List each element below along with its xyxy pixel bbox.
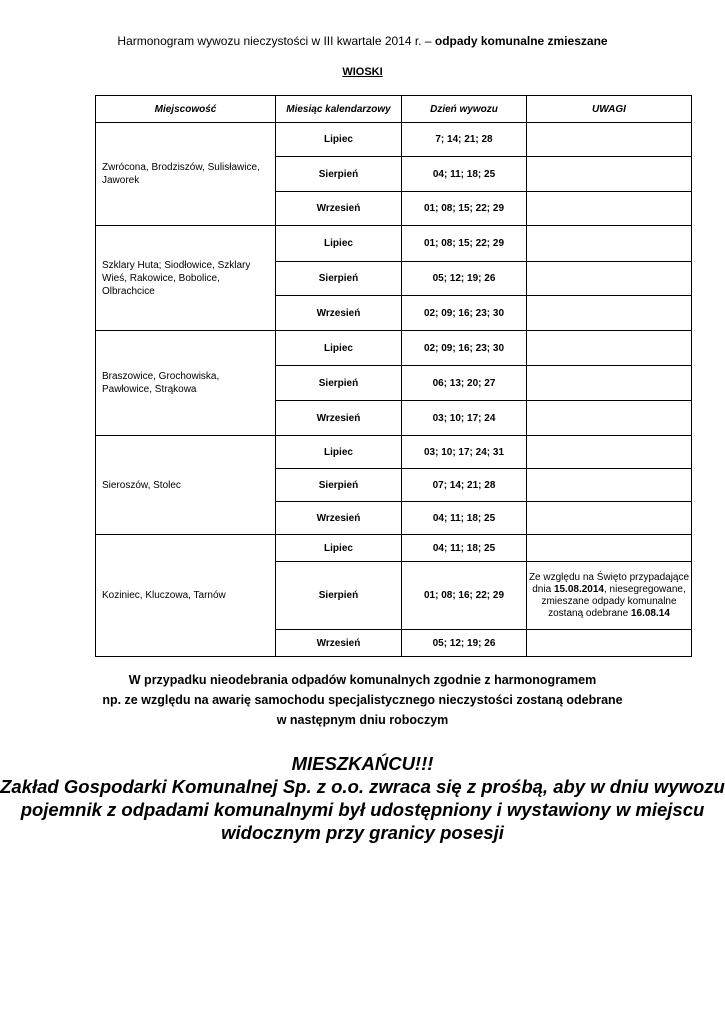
month-cell: Sierpień — [276, 262, 402, 296]
document-title — [0, 34, 725, 48]
days-cell: 05; 12; 19; 26 — [402, 630, 527, 657]
note-date-2: 16.08.14 — [630, 607, 670, 619]
month-cell: Sierpień — [276, 157, 402, 192]
appeal-line: widocznym przy granicy posesji — [221, 822, 504, 843]
month-cell: Wrzesień — [276, 502, 402, 535]
section-subtitle: WIOSKI — [342, 66, 383, 78]
days-cell: 05; 12; 19; 26 — [402, 262, 527, 296]
note-cell — [527, 157, 692, 192]
note-cell — [527, 366, 692, 401]
days-cell: 04; 11; 18; 25 — [402, 157, 527, 192]
note-cell — [527, 296, 692, 331]
month-cell: Wrzesień — [276, 401, 402, 436]
note-cell — [527, 562, 692, 630]
days-cell: 01; 08; 15; 22; 29 — [402, 226, 527, 262]
note-text-1: Ze względu na Święto przypadające dnia — [528, 571, 690, 595]
appeal-line: Zakład Gospodarki Komunalnej Sp. z o.o. zwraca się z prośbą, aby w dniu wywozu — [0, 776, 725, 797]
place-cell: Koziniec, Kluczowa, Tarnów — [96, 535, 276, 657]
note-cell — [527, 535, 692, 562]
place-cell: Braszowice, Grochowiska, Pawłowice, Strąkowa — [96, 331, 276, 436]
table-row — [96, 436, 692, 469]
column-header: Miesiąc kalendarzowy — [276, 96, 402, 123]
note-cell — [527, 436, 692, 469]
table-row — [96, 123, 692, 157]
note-text-2: , niesegregowane, zmieszane odpady komunalne zostaną odebrane — [541, 583, 686, 619]
days-cell: 04; 11; 18; 25 — [402, 535, 527, 562]
appeal-heading: MIESZKAŃCU!!! — [291, 753, 434, 774]
days-cell: 03; 10; 17; 24 — [402, 401, 527, 436]
days-cell: 02; 09; 16; 23; 30 — [402, 296, 527, 331]
note-cell — [527, 502, 692, 535]
month-cell: Wrzesień — [276, 296, 402, 331]
note-cell — [527, 331, 692, 366]
month-cell: Lipiec — [276, 226, 402, 262]
month-cell: Wrzesień — [276, 192, 402, 226]
note-cell — [527, 469, 692, 502]
note-cell — [527, 123, 692, 157]
month-cell: Lipiec — [276, 436, 402, 469]
days-cell: 06; 13; 20; 27 — [402, 366, 527, 401]
notice-line: np. ze względu na awarię samochodu specjalistycznego nieczystości zostaną odebrane — [102, 693, 623, 707]
month-cell: Wrzesień — [276, 630, 402, 657]
table-header-row — [96, 96, 692, 123]
column-header: UWAGI — [527, 96, 692, 123]
table-row — [96, 331, 692, 366]
place-cell: Szklary Huta; Siodłowice, Szklary Wieś, Rakowice, Bobolice, Olbrachcice — [96, 226, 276, 331]
collection-notice — [0, 670, 725, 730]
note-cell — [527, 630, 692, 657]
residents-appeal — [0, 752, 725, 844]
days-cell: 7; 14; 21; 28 — [402, 123, 527, 157]
month-cell: Sierpień — [276, 366, 402, 401]
notice-line: w następnym dniu roboczym — [276, 713, 449, 727]
month-cell: Lipiec — [276, 123, 402, 157]
month-cell: Sierpień — [276, 562, 402, 630]
table-row — [96, 535, 692, 562]
days-cell: 01; 08; 16; 22; 29 — [402, 562, 527, 630]
note-cell — [527, 192, 692, 226]
appeal-line: pojemnik z odpadami komunalnymi był udostępniony i wystawiony w miejscu — [20, 799, 705, 820]
days-cell: 04; 11; 18; 25 — [402, 502, 527, 535]
place-cell: Sieroszów, Stolec — [96, 436, 276, 535]
days-cell: 07; 14; 21; 28 — [402, 469, 527, 502]
column-header: Dzień wywozu — [402, 96, 527, 123]
notice-line: W przypadku nieodebrania odpadów komunalnych zgodnie z harmonogramem — [128, 673, 597, 687]
title-plain: Harmonogram wywozu nieczystości w III kwartale 2014 r. – — [117, 34, 435, 48]
days-cell: 02; 09; 16; 23; 30 — [402, 331, 527, 366]
note-cell — [527, 226, 692, 262]
note-date-1: 15.08.2014 — [553, 583, 604, 595]
month-cell: Sierpień — [276, 469, 402, 502]
title-bold: odpady komunalne zmieszane — [434, 34, 608, 48]
days-cell: 01; 08; 15; 22; 29 — [402, 192, 527, 226]
column-header: Miejscowość — [96, 96, 276, 123]
note-cell — [527, 401, 692, 436]
month-cell: Lipiec — [276, 331, 402, 366]
schedule-table — [95, 95, 692, 657]
days-cell: 03; 10; 17; 24; 31 — [402, 436, 527, 469]
note-cell — [527, 262, 692, 296]
month-cell: Lipiec — [276, 535, 402, 562]
table-row — [96, 226, 692, 262]
place-cell: Zwrócona, Brodziszów, Sulisławice, Jaworek — [96, 123, 276, 226]
